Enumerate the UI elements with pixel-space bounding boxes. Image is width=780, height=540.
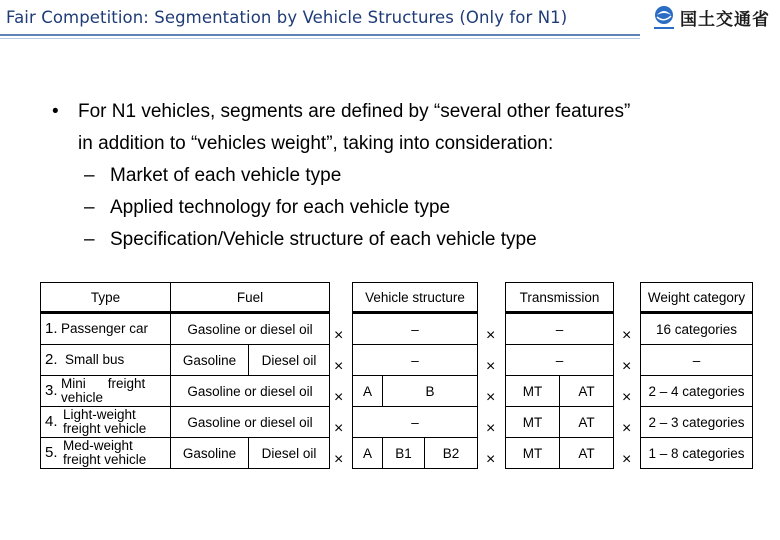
sub-bullet-market: [52, 160, 752, 192]
cross-mark: ×: [334, 451, 344, 468]
cross-mark: ×: [622, 358, 632, 375]
bullet-marker: •: [52, 101, 59, 122]
transmission-mt-5: MT: [506, 438, 560, 469]
row-number: 4.: [45, 413, 58, 430]
main-bullet: [52, 96, 752, 160]
type-label-a: Light-weight: [63, 407, 136, 422]
cross-mark: ×: [486, 451, 496, 468]
type-label-b: freight vehicle: [63, 421, 147, 436]
structure-cell-1: –: [353, 313, 478, 345]
transmission-cell-2: –: [506, 345, 614, 376]
bullet-text-line1: For N1 vehicles, segments are defined by “several other features”: [78, 101, 631, 122]
cross-mark: ×: [334, 420, 344, 437]
header-weight: Weight category: [641, 283, 753, 313]
weight-cell-3: 2 – 4 categories: [641, 376, 753, 407]
ministry-logo-text: 国土交通省: [680, 10, 770, 30]
header-fuel: Fuel: [171, 283, 330, 313]
transmission-at-4: AT: [560, 407, 614, 438]
type-cell-4: [41, 407, 171, 438]
type-cell-3: [41, 376, 171, 407]
sub-bullet-marker: –: [84, 229, 95, 250]
fuel-gasoline-2: Gasoline: [171, 345, 249, 376]
header-transmission: Transmission: [506, 283, 614, 313]
type-cell-1: [41, 313, 171, 345]
sub-bullet-technology: [52, 192, 752, 224]
type-label-b: freight: [107, 376, 146, 391]
fuel-diesel-2: Diesel oil: [249, 345, 330, 376]
structure-a-3: A: [353, 376, 383, 407]
weight-cell-2: –: [641, 345, 753, 376]
cross-mark: ×: [334, 389, 344, 406]
sub-bullet-marker: –: [84, 197, 95, 218]
row-number: 3.: [45, 382, 58, 399]
structure-b-3: B: [383, 376, 478, 407]
bullet-list: [52, 96, 752, 256]
title-underline-thin: [0, 38, 640, 39]
sub-bullet-text: Specification/Vehicle structure of each vehicle type: [110, 229, 537, 250]
type-cell-5: [41, 438, 171, 469]
type-label-c: vehicle: [61, 390, 104, 405]
bullet-text-line2: in addition to “vehicles weight”, taking into consideration:: [78, 133, 554, 154]
cross-mark: ×: [334, 327, 344, 344]
structure-cell-4: –: [353, 407, 478, 438]
sub-bullet-text: Applied technology for each vehicle type: [110, 197, 451, 218]
transmission-cell-1: –: [506, 313, 614, 345]
structure-cell-2: –: [353, 345, 478, 376]
row-number: 5.: [45, 444, 58, 461]
header-structure: Vehicle structure: [353, 283, 478, 313]
weight-cell-4: 2 – 3 categories: [641, 407, 753, 438]
structure-table: [352, 282, 478, 469]
type-fuel-table: [40, 282, 330, 469]
fuel-cell-1: Gasoline or diesel oil: [171, 313, 330, 345]
cross-mark: ×: [622, 420, 632, 437]
cross-mark: ×: [622, 389, 632, 406]
transmission-at-5: AT: [560, 438, 614, 469]
page-title: Fair Competition: Segmentation by Vehicle Structures (Only for N1): [6, 8, 568, 27]
cross-mark: ×: [486, 389, 496, 406]
title-underline: [0, 34, 640, 36]
fuel-cell-4: Gasoline or diesel oil: [171, 407, 330, 438]
type-label: Small bus: [65, 352, 125, 367]
type-label-b: freight vehicle: [63, 452, 147, 467]
row-number: 2.: [45, 351, 58, 368]
fuel-cell-3: Gasoline or diesel oil: [171, 376, 330, 407]
structure-b1-5: B1: [383, 438, 425, 469]
weight-cell-5: 1 – 8 categories: [641, 438, 753, 469]
cross-mark: ×: [486, 420, 496, 437]
fuel-gasoline-5: Gasoline: [171, 438, 249, 469]
cross-mark: ×: [622, 327, 632, 344]
sub-bullet-marker: –: [84, 165, 95, 186]
transmission-mt-3: MT: [506, 376, 560, 407]
transmission-table: [505, 282, 614, 469]
structure-a-5: A: [353, 438, 383, 469]
cross-mark: ×: [486, 327, 496, 344]
transmission-mt-4: MT: [506, 407, 560, 438]
header-type: Type: [41, 283, 171, 313]
transmission-at-3: AT: [560, 376, 614, 407]
type-cell-2: [41, 345, 171, 376]
row-number: 1.: [45, 320, 58, 337]
weight-table: [640, 282, 753, 469]
cross-mark: ×: [622, 451, 632, 468]
cross-mark: ×: [334, 358, 344, 375]
type-label-a: Med-weight: [63, 438, 133, 453]
cross-mark: ×: [486, 358, 496, 375]
sub-bullet-structure: [52, 224, 752, 256]
sub-bullet-text: Market of each vehicle type: [110, 165, 342, 186]
weight-cell-1: 16 categories: [641, 313, 753, 345]
fuel-diesel-5: Diesel oil: [249, 438, 330, 469]
type-label: Passenger car: [61, 321, 149, 336]
structure-b2-5: B2: [425, 438, 478, 469]
type-label-a: Mini: [61, 376, 86, 391]
